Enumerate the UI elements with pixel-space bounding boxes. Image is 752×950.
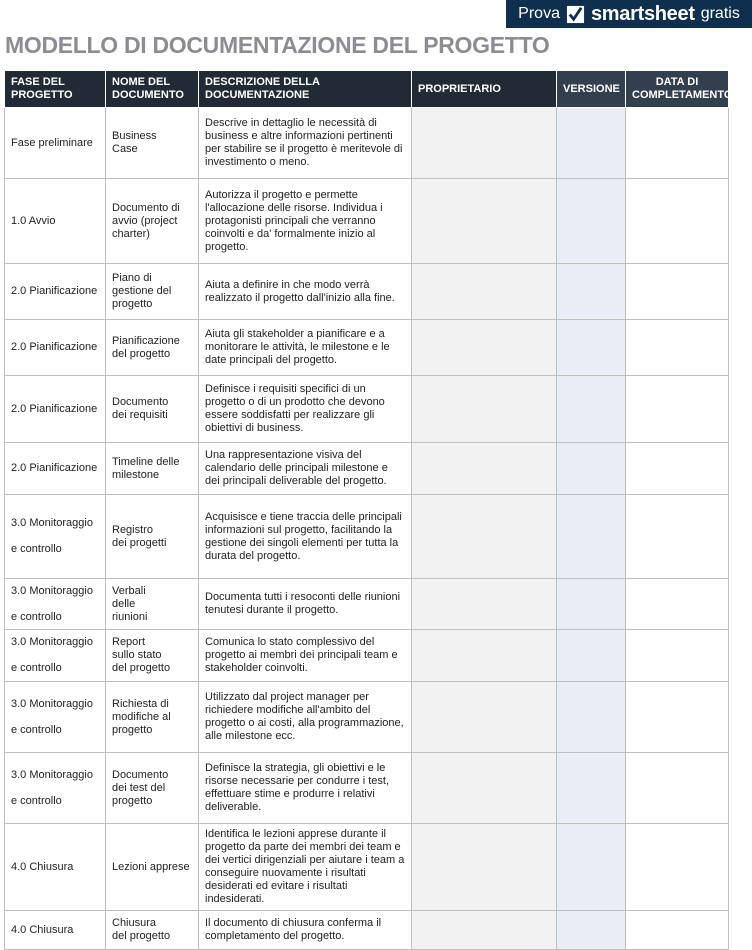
owner-cell[interactable] (412, 579, 557, 630)
header-version: VERSIONE (557, 71, 626, 108)
table-row (5, 579, 729, 630)
document-name-cell-line: progetto (112, 298, 153, 310)
description-cell: Definisce la strategia, gli obiettivi e le risorse necessarie per condurre i test, effettuare stime e produrre i relativi deliverable. (199, 753, 412, 824)
document-name-cell-line: progetto (112, 794, 153, 807)
banner-prefix: Prova (518, 5, 560, 22)
phase-cell-line: 3.0 Monitoraggio (11, 517, 93, 529)
header-phase: FASE DEL PROGETTO (5, 71, 106, 108)
document-name-cell-line: del progetto (112, 347, 171, 360)
phase-cell (5, 630, 106, 682)
document-name-cell-line: milestone (112, 468, 160, 481)
completion-date-cell[interactable] (626, 495, 729, 579)
document-name-cell-line: Business (112, 130, 157, 142)
phase-cell-line: 3.0 Monitoraggio (11, 636, 93, 648)
description-cell: Autorizza il progetto e permette l'allocazione delle risorse. Individua i protagonisti principali che verranno coinvolti e da' formalmente inizio al progetto. (199, 179, 412, 264)
document-name-cell-line: Report (112, 636, 146, 648)
phase-cell (5, 753, 106, 824)
document-name-cell-line: Documento (112, 768, 169, 781)
description-cell: Comunica lo stato complessivo del progetto ai membri dei principali team e stakeholder coinvolti. (199, 630, 412, 682)
phase-cell (5, 579, 106, 630)
table-row (5, 179, 729, 264)
phase-cell-line: Fase preliminare (11, 136, 93, 149)
document-name-cell-line: del progetto (112, 662, 171, 674)
description-cell: Documenta tutti i resoconti delle riunioni tenutesi durante il progetto. (199, 579, 412, 630)
phase-cell (5, 376, 106, 443)
phase-cell (5, 682, 106, 753)
document-name-cell-line: Documento (112, 396, 169, 408)
smartsheet-trial-banner[interactable] (506, 0, 752, 28)
document-name-cell-line: sullo stato (112, 649, 162, 661)
owner-cell[interactable] (412, 753, 557, 824)
phase-cell (5, 320, 106, 376)
completion-date-cell[interactable] (626, 630, 729, 682)
document-name-cell (106, 911, 199, 950)
completion-date-cell[interactable] (626, 824, 729, 911)
completion-date-cell[interactable] (626, 320, 729, 376)
description-cell: Descrive in dettaglio le necessità di business e altre informazioni pertinenti per stabilire se il progetto è meritevole di investimento o meno. (199, 108, 412, 179)
owner-cell[interactable] (412, 443, 557, 495)
version-cell[interactable] (557, 495, 626, 579)
table-header-row (5, 71, 729, 108)
table-row (5, 108, 729, 179)
owner-cell[interactable] (412, 630, 557, 682)
phase-cell-line: e controllo (11, 723, 62, 736)
document-name-cell-line: riunioni (112, 610, 148, 623)
table-row (5, 495, 729, 579)
page-title: MODELLO DI DOCUMENTAZIONE DEL PROGETTO (5, 32, 550, 58)
document-name-cell-line: progetto (112, 723, 153, 736)
phase-cell (5, 264, 106, 320)
owner-cell[interactable] (412, 911, 557, 950)
document-name-cell-line: Case (112, 143, 138, 155)
description-cell: Utilizzato dal project manager per richiedere modifiche all'ambito del progetto o ai costi, alla programmazione, alle milestone ecc. (199, 682, 412, 753)
owner-cell[interactable] (412, 264, 557, 320)
table-row (5, 824, 729, 911)
owner-cell[interactable] (412, 682, 557, 753)
table-row (5, 682, 729, 753)
completion-date-cell[interactable] (626, 682, 729, 753)
version-cell[interactable] (557, 179, 626, 264)
owner-cell[interactable] (412, 495, 557, 579)
document-name-cell-line: Documento di (112, 201, 180, 214)
phase-cell-line: e controllo (11, 662, 62, 674)
phase-cell-line: 2.0 Pianificazione (11, 402, 98, 415)
document-name-cell (106, 108, 199, 179)
document-name-cell-line: dei requisiti (112, 409, 168, 421)
document-name-cell-line: Piano di (112, 272, 152, 284)
version-cell[interactable] (557, 376, 626, 443)
version-cell[interactable] (557, 108, 626, 179)
description-cell: Una rappresentazione visiva del calendario delle principali milestone e dei principali deliverable del progetto. (199, 443, 412, 495)
version-cell[interactable] (557, 630, 626, 682)
phase-cell-line: 4.0 Chiusura (11, 923, 74, 936)
document-name-cell-line: Pianificazione (112, 334, 180, 347)
description-cell: Il documento di chiusura conferma il completamento del progetto. (199, 911, 412, 950)
completion-date-cell[interactable] (626, 753, 729, 824)
document-name-cell-line: Richiesta di (112, 697, 169, 710)
phase-cell (5, 911, 106, 950)
document-name-cell (106, 320, 199, 376)
phase-cell-line: e controllo (11, 543, 62, 555)
description-cell: Identifica le lezioni apprese durante il progetto da parte dei membri dei team e dei vertici dirigenziali per aiutare i team a conseguire nuovamente i risultati desiderati ed evitare i risultati indesiderati. (199, 824, 412, 911)
table-row (5, 630, 729, 682)
header-completion-date: DATA DI COMPLETAMENTO (626, 71, 729, 108)
table-row (5, 911, 729, 950)
phase-cell-line: 3.0 Monitoraggio (11, 584, 93, 597)
document-name-cell (106, 579, 199, 630)
completion-date-cell[interactable] (626, 911, 729, 950)
phase-cell-line: 3.0 Monitoraggio (11, 768, 93, 781)
version-cell[interactable] (557, 443, 626, 495)
version-cell[interactable] (557, 579, 626, 630)
completion-date-cell[interactable] (626, 579, 729, 630)
document-name-cell (106, 443, 199, 495)
completion-date-cell[interactable] (626, 376, 729, 443)
document-name-cell-line: dei progetti (112, 536, 167, 549)
phase-cell-line: 2.0 Pianificazione (11, 285, 98, 297)
document-name-cell (106, 179, 199, 264)
description-cell: Aiuta a definire in che modo verrà realizzato il progetto dall'inizio alla fine. (199, 264, 412, 320)
document-name-cell-line: modifiche al (112, 710, 171, 723)
owner-cell[interactable] (412, 108, 557, 179)
document-name-cell-line: charter) (112, 227, 150, 240)
document-name-cell (106, 264, 199, 320)
document-name-cell-line: Verbali (112, 584, 146, 597)
header-document-name: NOME DEL DOCUMENTO (106, 71, 199, 108)
document-name-cell (106, 376, 199, 443)
document-name-cell-line: Lezioni apprese (112, 860, 190, 873)
owner-cell[interactable] (412, 824, 557, 911)
document-name-cell-line: Chiusura (112, 917, 157, 929)
phase-cell (5, 108, 106, 179)
phase-cell-line: 1.0 Avvio (11, 214, 56, 227)
document-name-cell (106, 824, 199, 911)
documentation-table (4, 70, 733, 950)
phase-cell-line: e controllo (11, 794, 62, 807)
smartsheet-logo-icon (566, 5, 585, 24)
document-name-cell-line: delle (112, 597, 136, 610)
phase-cell-line: e controllo (11, 610, 62, 623)
document-name-cell (106, 753, 199, 824)
version-cell[interactable] (557, 320, 626, 376)
phase-cell (5, 443, 106, 495)
phase-cell (5, 824, 106, 911)
completion-date-cell[interactable] (626, 443, 729, 495)
document-name-cell-line: dei test del (112, 781, 166, 794)
header-description: DESCRIZIONE DELLA DOCUMENTAZIONE (199, 71, 412, 108)
document-name-cell-line: del progetto (112, 930, 171, 942)
banner-brand: smartsheet (590, 2, 695, 25)
phase-cell-line: 4.0 Chiusura (11, 860, 74, 873)
version-cell[interactable] (557, 264, 626, 320)
document-name-cell-line: avvio (project (112, 214, 178, 227)
table-row (5, 443, 729, 495)
description-cell: Aiuta gli stakeholder a pianificare e a monitorare le attività, le milestone e le date principali del progetto. (199, 320, 412, 376)
document-name-cell-line: gestione del (112, 285, 172, 297)
phase-cell-line: 2.0 Pianificazione (11, 462, 98, 474)
version-cell[interactable] (557, 753, 626, 824)
completion-date-cell[interactable] (626, 108, 729, 179)
owner-cell[interactable] (412, 320, 557, 376)
description-cell: Definisce i requisiti specifici di un progetto o di un prodotto che devono essere soddisfatti per realizzare gli obiettivi di business. (199, 376, 412, 443)
document-name-cell-line: Timeline delle (112, 455, 180, 468)
document-name-cell-line: Registro (112, 523, 153, 536)
phase-cell (5, 495, 106, 579)
description-cell: Acquisisce e tiene traccia delle principali informazioni sul progetto, facilitando la gestione dei singoli elementi per tutta la durata del progetto. (199, 495, 412, 579)
table-row (5, 264, 729, 320)
phase-cell (5, 179, 106, 264)
phase-cell-line: 2.0 Pianificazione (11, 341, 98, 353)
completion-date-cell[interactable] (626, 179, 729, 264)
banner-suffix: gratis (700, 5, 740, 22)
header-owner: PROPRIETARIO (412, 71, 557, 108)
table-body (5, 108, 729, 950)
table-row (5, 753, 729, 824)
table-row (5, 320, 729, 376)
completion-date-cell[interactable] (626, 264, 729, 320)
document-name-cell (106, 495, 199, 579)
version-cell[interactable] (557, 824, 626, 911)
document-name-cell (106, 682, 199, 753)
version-cell[interactable] (557, 682, 626, 753)
version-cell[interactable] (557, 911, 626, 950)
phase-cell-line: 3.0 Monitoraggio (11, 697, 93, 710)
document-name-cell (106, 630, 199, 682)
table-row (5, 376, 729, 443)
owner-cell[interactable] (412, 179, 557, 264)
owner-cell[interactable] (412, 376, 557, 443)
